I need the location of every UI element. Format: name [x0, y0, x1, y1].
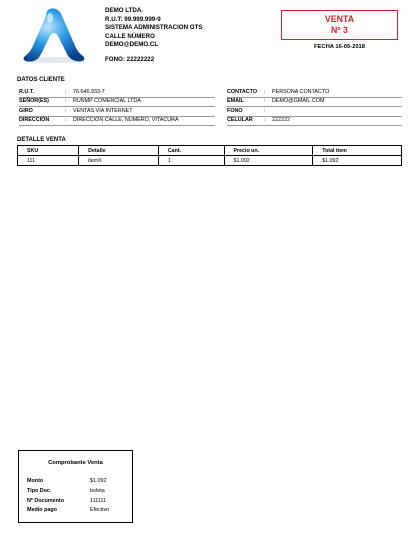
- receipt-box: [18, 450, 133, 523]
- document-type: VENTA: [324, 14, 355, 24]
- detail-column-header: Cant.: [158, 146, 224, 156]
- client-field-colon: :: [65, 89, 67, 95]
- company-system: SISTEMA ADMINISTRACION OTS: [105, 24, 203, 31]
- table-row: [18, 156, 401, 166]
- receipt-title: Comprobante Venta: [48, 460, 103, 466]
- table-cell: $1.092: [224, 156, 313, 166]
- document-date: FECHA 16-05-2018: [313, 44, 365, 50]
- client-field-colon: :: [264, 89, 266, 95]
- document-number: Nº 3: [331, 25, 348, 35]
- client-field-value: VENTAS VÍA INTERNET: [73, 107, 133, 114]
- receipt-label: Nº Documento: [27, 497, 65, 504]
- detail-table-body: [18, 156, 401, 166]
- client-field-colon: :: [264, 107, 266, 114]
- receipt-value: 111111: [90, 497, 106, 504]
- detail-column-header: SKU: [18, 146, 79, 156]
- company-info: [105, 7, 203, 64]
- detail-column-header: Total item: [313, 146, 401, 156]
- client-section-title: DATOS CLIENTE: [17, 77, 65, 83]
- detail-column-header: Precio un.: [224, 146, 313, 156]
- company-rut: R.U.T: 99.999.999-9: [105, 15, 161, 23]
- company-name: DEMO LTDA.: [105, 7, 144, 14]
- client-field-label: CONTACTO: [227, 89, 258, 95]
- client-field-label: FONO: [227, 107, 243, 114]
- client-field-value: RUNMP COMERCIAL LTDA: [73, 98, 141, 105]
- client-field-value: PERSONA CONTACTO: [272, 89, 330, 95]
- client-field-value: 76.646.933-7: [73, 89, 105, 95]
- client-field-label: DIRECCIÓN: [19, 117, 50, 124]
- receipt-value: $1.092: [90, 478, 107, 484]
- client-field-colon: :: [65, 107, 67, 114]
- client-field-label: GIRO: [19, 107, 33, 114]
- client-field-underline: [227, 125, 402, 126]
- company-email: DEMO@DEMO.CL: [105, 41, 159, 48]
- client-field-colon: :: [65, 117, 67, 124]
- table-cell: itemX: [79, 156, 159, 166]
- client-field-colon: :: [264, 117, 266, 124]
- table-cell: 111: [18, 156, 79, 166]
- receipt-label: Tipo Doc.: [27, 487, 52, 494]
- detail-column-header: Detalle: [79, 146, 159, 156]
- detail-table-header: [18, 146, 401, 156]
- company-phone: FONO: 22222222: [105, 55, 155, 63]
- receipt-label: Monto: [27, 478, 44, 484]
- table-cell: $1.092: [322, 157, 339, 164]
- table-cell: 1: [158, 156, 224, 166]
- client-field-underline: [227, 106, 402, 107]
- receipt-value: boleta: [90, 487, 105, 494]
- client-field-underline: [19, 125, 215, 126]
- client-field-label: R.U.T.: [19, 89, 34, 95]
- client-field-value: 222222: [272, 117, 290, 124]
- company-logo-icon: [14, 6, 94, 64]
- client-field-label: SEÑOR(ES): [19, 98, 49, 105]
- client-field-value: DIRECCIÓN CALLE, NUMERO, VITACURA: [73, 117, 179, 124]
- detail-table: [17, 145, 402, 166]
- client-field-colon: :: [264, 98, 266, 105]
- company-address: CALLE NÚMERO: [105, 32, 155, 40]
- detail-section-title: DETALLE VENTA: [17, 137, 66, 143]
- client-field-underline: [227, 116, 402, 117]
- client-field-colon: :: [65, 98, 67, 105]
- client-field-label: CELULAR: [227, 117, 253, 124]
- receipt-label: Medio pago: [27, 507, 57, 514]
- client-field-label: EMAIL: [227, 98, 244, 105]
- client-field-value: DEMO@GMAIL.COM: [272, 98, 325, 105]
- receipt-value: Efectivo: [90, 507, 110, 514]
- document-type-box: [281, 10, 398, 40]
